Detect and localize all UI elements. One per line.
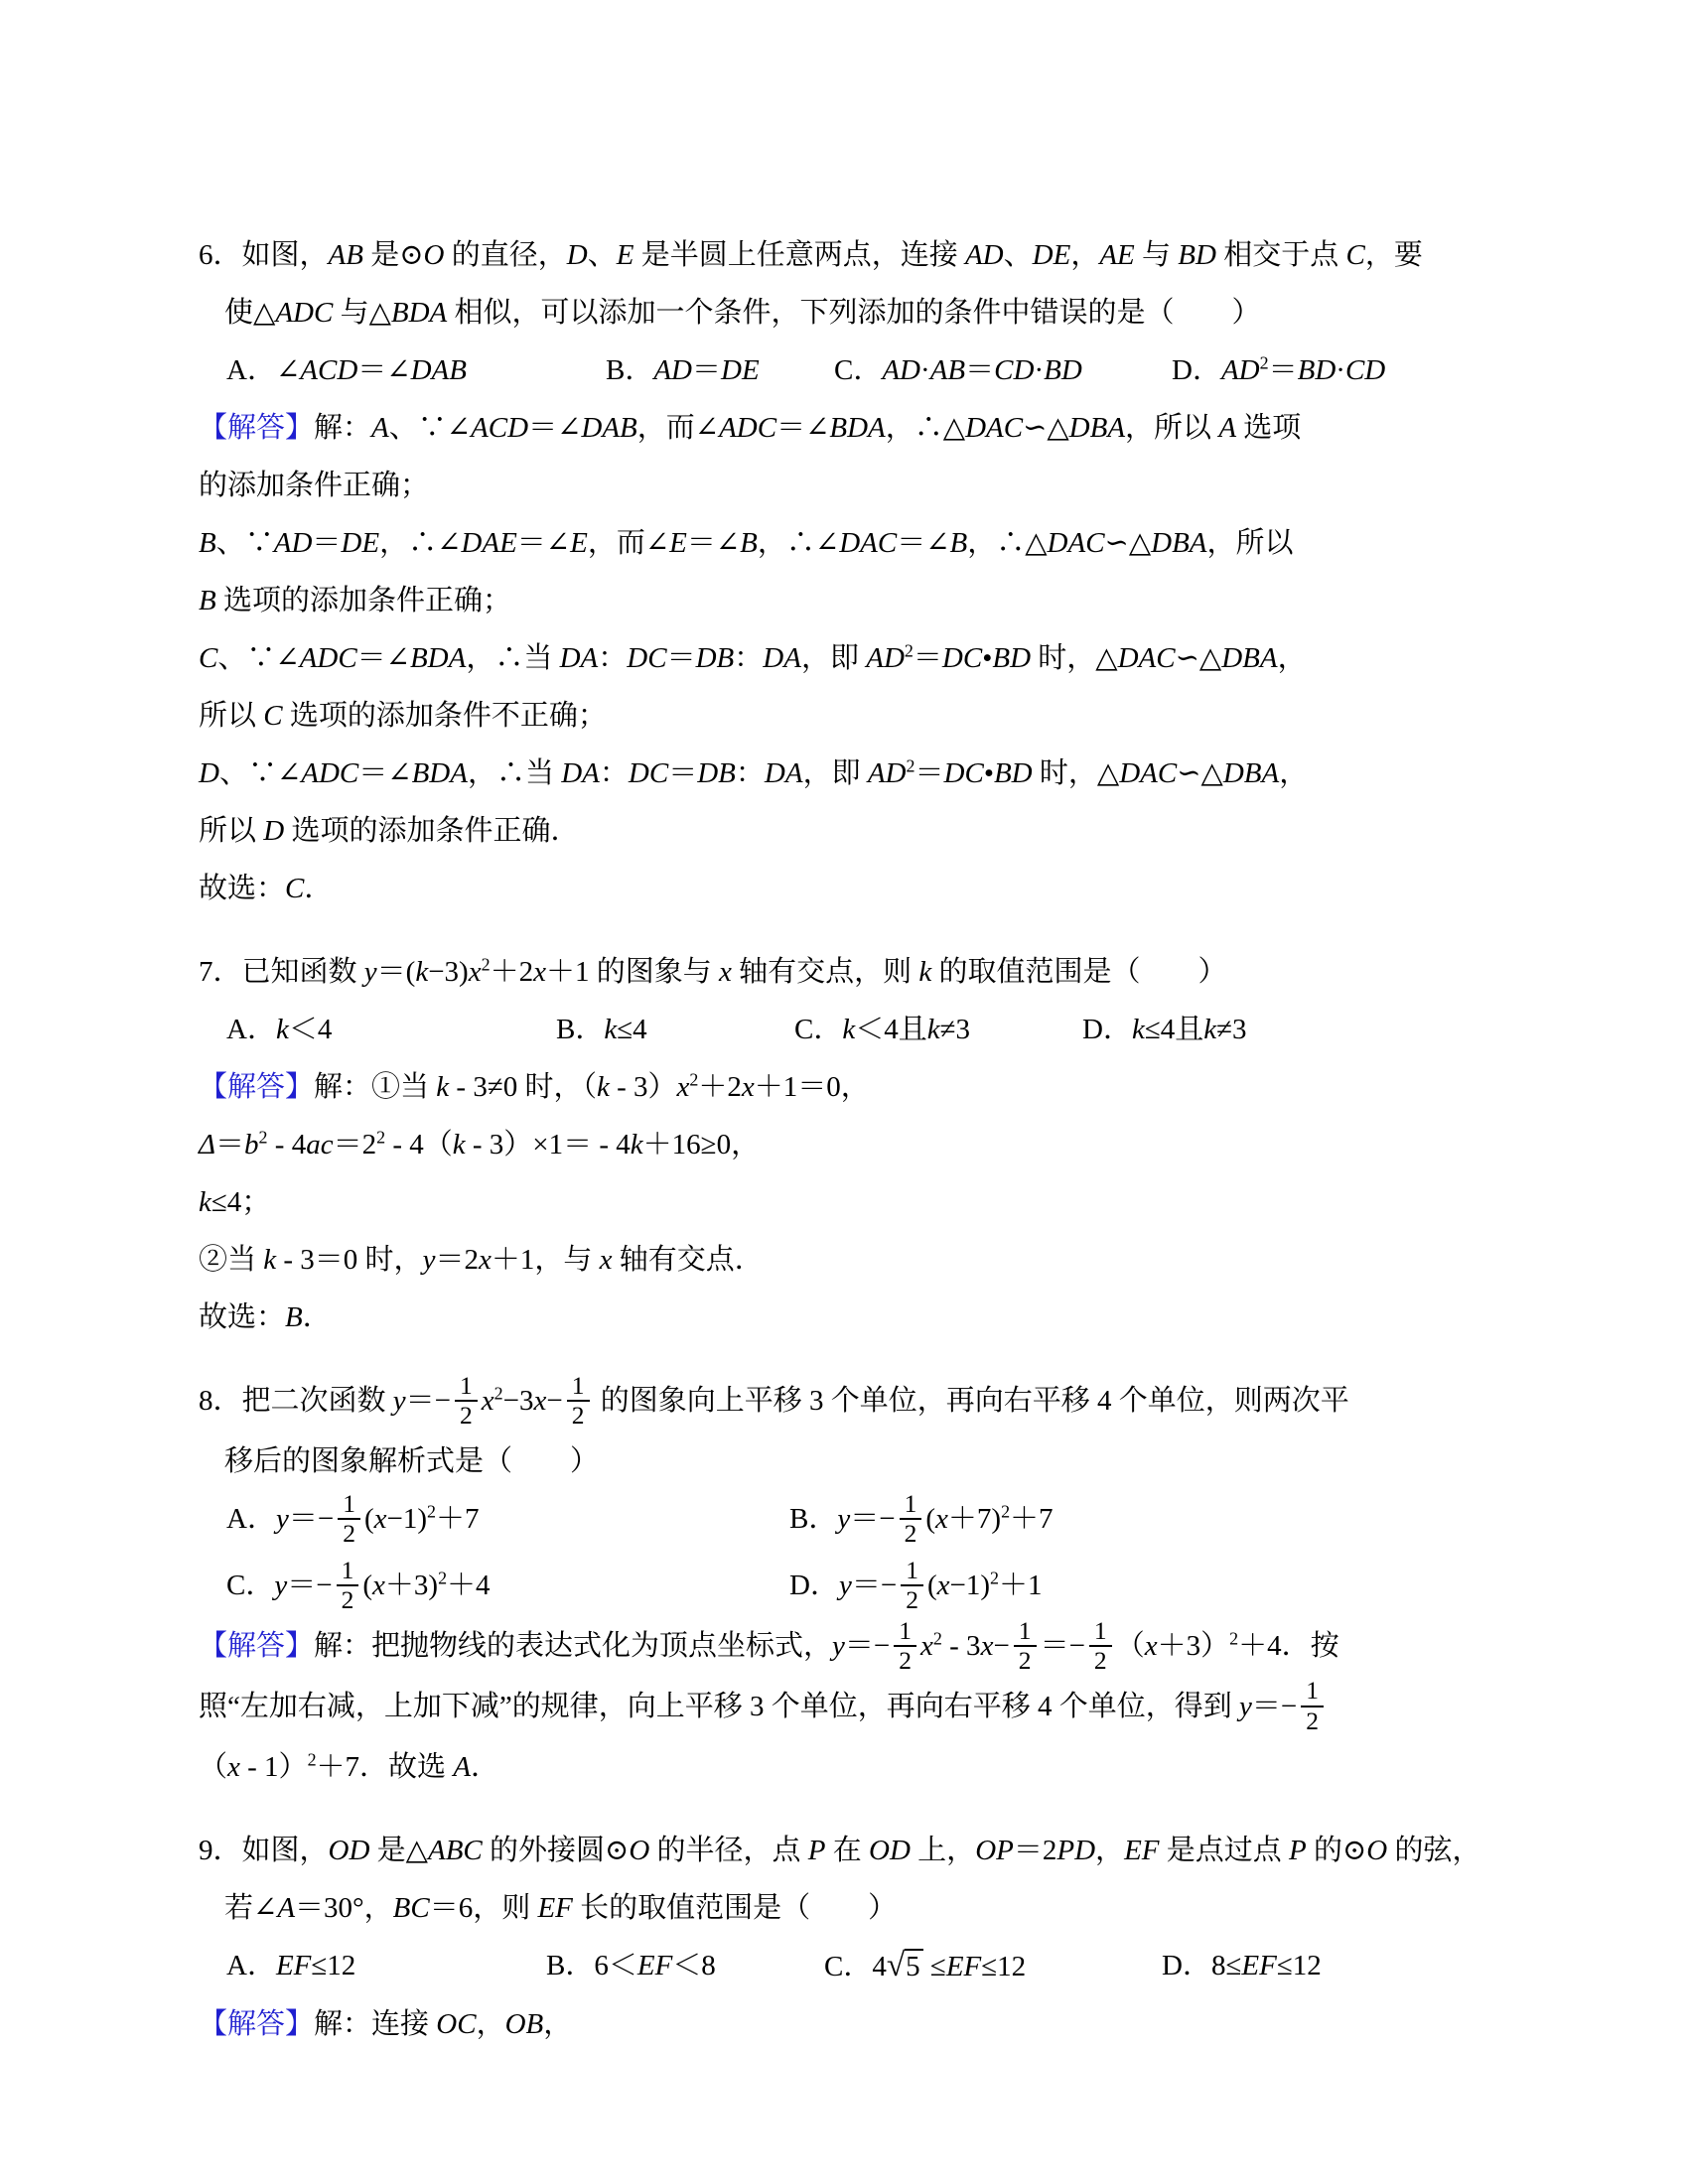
q6-stem-line-2: 使△ADC 与△BDA 相似，可以添加一个条件，下列添加的条件中错误的是（ ） (224, 297, 1261, 329)
fraction: $\frac{1}{2}$ (338, 1490, 360, 1549)
q6-solution-line-2: 的添加条件正确； (199, 470, 430, 501)
q7-solution-line-3: k≤4； (199, 1186, 271, 1218)
q8-option-b: B．y＝− $\frac{1}{2}$ $(x+7)^2+7$ (789, 1488, 1054, 1549)
q9-option-d: D．8≤EF≤12 (1162, 1949, 1322, 1981)
q9-option-a: A．EF≤12 (226, 1949, 356, 1981)
q9-stem-line-1: 9．如图，OD 是△ABC 的外接圆⊙O 的半径，点 P 在 OD 上，OP＝2PD，EF 是点过点 P 的⊙O 的弦， (199, 1834, 1481, 1866)
q6-solution-line-9: 故选：C． (199, 873, 334, 904)
answer-tag: 【解答】 (199, 2007, 315, 2040)
fraction: $\frac{1}{2}$ (1301, 1677, 1324, 1735)
q8-solution-line-2: 照“左加右减，上加下减”的规律，向上平移 3 个单位，再向右平移 4 个单位，得到 y＝− $\frac{1}{2}$ (199, 1678, 1648, 1738)
answer-tag: 【解答】 (199, 1071, 315, 1103)
q7-option-a: A．k＜4 (226, 1014, 333, 1045)
q7-solution-line-1: 【解答】解：①当 k - 3≠0 时，$(k - 3)x^2+2x+1=0$， (199, 1069, 870, 1103)
q6-options-row (199, 341, 1648, 399)
q9-option-c: C．4√5 ≤EF≤12 (824, 1937, 1162, 1995)
q6-solution-line-6: 所以 C 选项的添加条件不正确； (199, 700, 607, 732)
q6-option-d: D．$AD^2=BD\cdot CD$ (1172, 352, 1386, 386)
q6-solution-line-4: B 选项的添加条件正确； (199, 585, 511, 616)
fraction: $\frac{1}{2}$ (894, 1617, 916, 1676)
q6-stem-line-1: 6．如图，AB 是⊙O 的直径，D、E 是半圆上任意两点，连接 AD、DE，AE 与 BD 相交于点 C，要 (199, 239, 1423, 271)
q7-options-row (199, 1001, 1648, 1058)
q7-solution-line-4: ②当 k - 3＝0 时，y＝2x＋1，与 x 轴有交点． (199, 1244, 764, 1276)
q7-solution-line-5: 故选：B． (199, 1301, 332, 1333)
fraction: $\frac{1}{2}$ (1089, 1617, 1112, 1676)
q6-solution-line-1: 【解答】解：A、∵∠ACD＝∠DAB，而∠ADC＝∠BDA，∴△DAC∽△DBA，所以 A 选项 (199, 412, 1302, 444)
q8-stem-line-2: 移后的图象解析式是（ ） (224, 1444, 600, 1477)
fraction: $\frac{1}{2}$ (1014, 1617, 1037, 1676)
question-7 (199, 943, 1648, 1346)
q8-option-a: A．y＝− $\frac{1}{2}$ $(x-1)^2+7$ (226, 1488, 480, 1549)
q7-option-c: C．k＜4且k≠3 (794, 1014, 971, 1045)
q6-option-a: A．∠ACD＝∠DAB (226, 354, 467, 386)
question-9 (199, 1822, 1648, 2053)
q7-option-b: B．k≤4 (556, 1014, 647, 1045)
q8-solution-line-3: （x - 1）$^2$＋7．故选 A． (199, 1748, 500, 1783)
q7-stem-line-1: 7．已知函数 $y=(k-3)x^2+2x+1$ 的图象与 x 轴有交点，则 k 的取值范围是（ ） (199, 954, 1227, 988)
q9-solution-line-1: 【解答】解：连接 OC，OB， (199, 2007, 573, 2040)
q8-stem-line-1: 8．把二次函数 y＝− $\frac{1}{2}$ $x^2-3x-$ $\frac{1}{2}$ 的图象向上平移 3 个单位，再向右平移 4 个单位，则两次平 (199, 1370, 1349, 1431)
q9-options-row (199, 1937, 1648, 1995)
q8-option-d: D．y＝− $\frac{1}{2}$ $(x-1)^2+1$ (789, 1555, 1043, 1615)
q6-solution-line-8: 所以 D 选项的添加条件正确． (199, 815, 580, 847)
answer-tag: 【解答】 (199, 1629, 315, 1662)
q8-solution-line-1: 【解答】解：把抛物线的表达式化为顶点坐标式，y＝− $\frac{1}{2}$ $x^2 - 3x-$ $\frac{1}{2}$ ＝− $\frac{1}{2}$ $(x+3)^2+4$．按 (199, 1615, 1339, 1676)
question-8 (199, 1372, 1648, 1796)
q7-option-d: D．k≤4且k≠3 (1082, 1014, 1247, 1045)
fraction: $\frac{1}{2}$ (900, 1490, 922, 1549)
radical: √5 (887, 1937, 923, 1995)
q6-solution-line-3: B、∵AD＝DE，∴∠DAE＝∠E，而∠E＝∠B，∴∠DAC＝∠B，∴△DAC∽△DBA，所以 (199, 527, 1294, 559)
q8-option-c: C．y＝− $\frac{1}{2}$ $(x+3)^2+4$ (226, 1555, 491, 1615)
q6-option-c: C．AD·AB＝CD·BD (834, 354, 1082, 386)
answer-tag: 【解答】 (199, 412, 315, 444)
q8-options-grid (199, 1490, 1648, 1617)
q7-solution-line-2: $\Delta=b^2 - 4ac=2^2 - 4(k - 3)\times 1= - 4k+16\ge 0$， (199, 1127, 761, 1160)
q6-option-b: B．AD＝DE (606, 354, 760, 386)
fraction: $\frac{1}{2}$ (455, 1372, 478, 1431)
fraction: $\frac{1}{2}$ (337, 1557, 359, 1615)
q9-stem-line-2: 若∠A＝30°，BC＝6，则 EF 长的取值范围是（ ） (224, 1891, 898, 1924)
question-6 (199, 226, 1648, 917)
q9-option-b: B．6＜EF＜8 (546, 1949, 716, 1981)
q6-solution-line-7: D、∵∠ADC＝∠BDA，∴当 DA：DC＝DB：DA，即 $AD^2=DC•BD$ 时，△DAC∽△DBA， (199, 755, 1309, 789)
fraction: $\frac{1}{2}$ (567, 1372, 590, 1431)
q6-solution-line-5: C、∵∠ADC＝∠BDA，∴当 DA：DC＝DB：DA，即 $AD^2=DC•BD$ 时，△DAC∽△DBA， (199, 640, 1307, 674)
fraction: $\frac{1}{2}$ (901, 1557, 923, 1615)
